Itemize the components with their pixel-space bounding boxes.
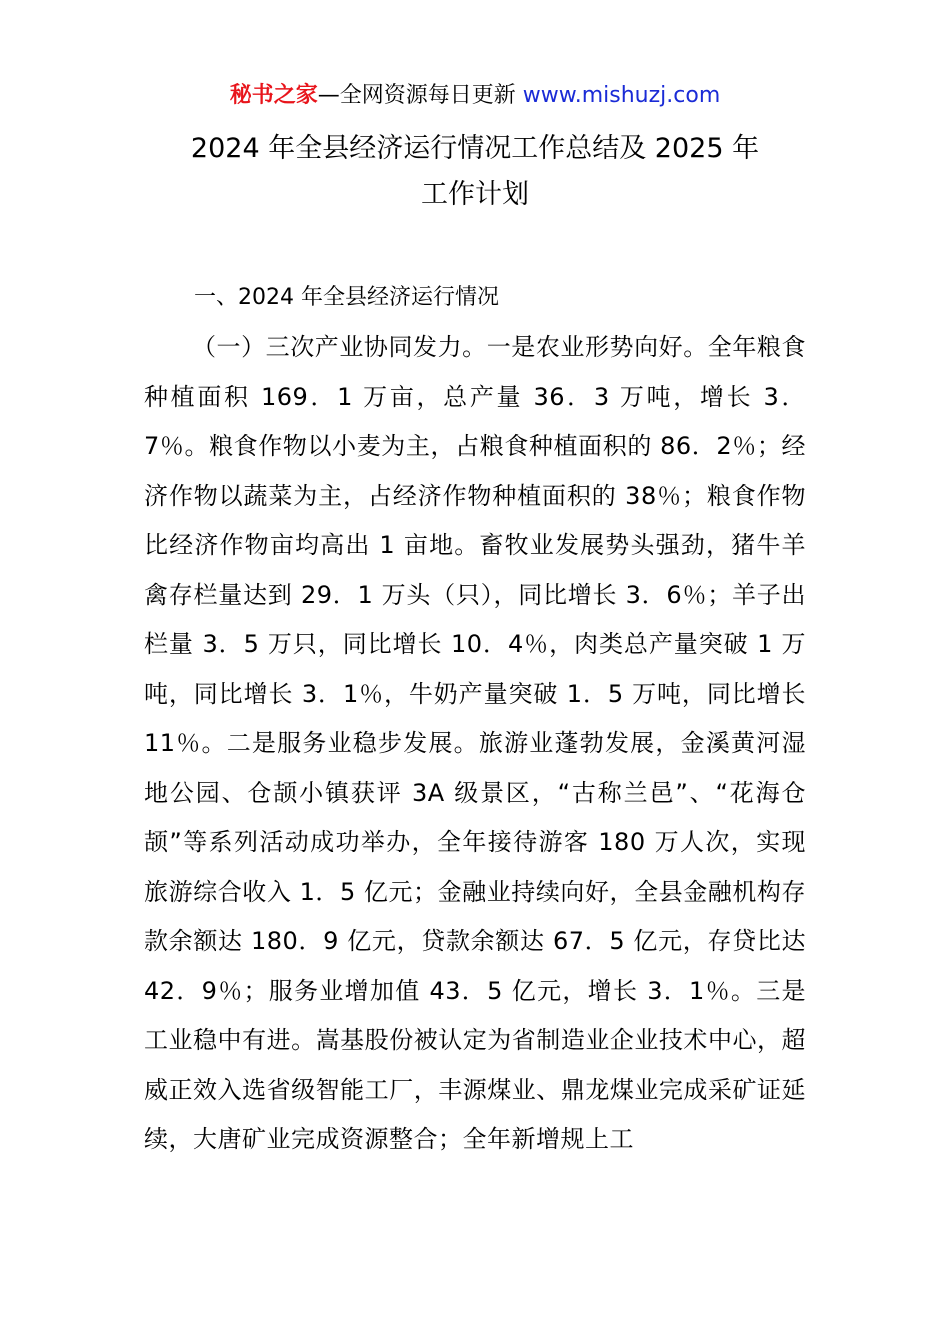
title-line-1: 2024 年全县经济运行情况工作总结及 2025 年 [190,133,760,164]
brand-name: 秘书之家 [229,83,318,108]
document-title [120,126,830,218]
document-body [144,323,806,1165]
title-line-2: 工作计划 [421,179,529,210]
site-url-link[interactable]: www.mishuzj.com [522,83,721,108]
body-paragraph: （一）三次产业协同发力。一是农业形势向好。全年粮食种植面积 169．1 万亩，总产量 36．3 万吨，增长 3．7％。粮食作物以小麦为主，占粮食种植面积的 86．2％；经济作物以蔬菜为主，占经济作物种植面积的 38％；粮食作物比经济作物亩均高出 1 亩地。畜牧业发展势头强劲，猪牛羊禽存栏量达到 29．1 万头（只），同比增长 3．6％；羊子出栏量 3．5 万只，同比增长 10．4％，肉类总产量突破 1 万吨，同比增长 3．1％，牛奶产量突破 1．5 万吨，同比增长 11％。二是服务业稳步发展。旅游业蓬勃发展，金溪黄河湿地公园、仓颉小镇获评 3A 级景区，“古称兰邑”、“花海仓颉”等系列活动成功举办，全年接待游客 180 万人次，实现旅游综合收入 1．5 亿元；金融业持续向好，全县金融机构存款余额达 180．9 亿元，贷款余额达 67．5 亿元，存贷比达 42．9％；服务业增加值 43．5 亿元，增长 3．1％。三是工业稳中有进。嵩基股份被认定为省制造业企业技术中心，超威正效入选省级智能工厂，丰源煤业、鼎龙煤业完成采矿证延续，大唐矿业完成资源整合；全年新增规上工 [144,333,806,1153]
header-tagline: —全网资源每日更新 [317,83,523,108]
section-heading: 一、2024 年全县经济运行情况 [194,285,499,310]
site-header [0,80,950,112]
